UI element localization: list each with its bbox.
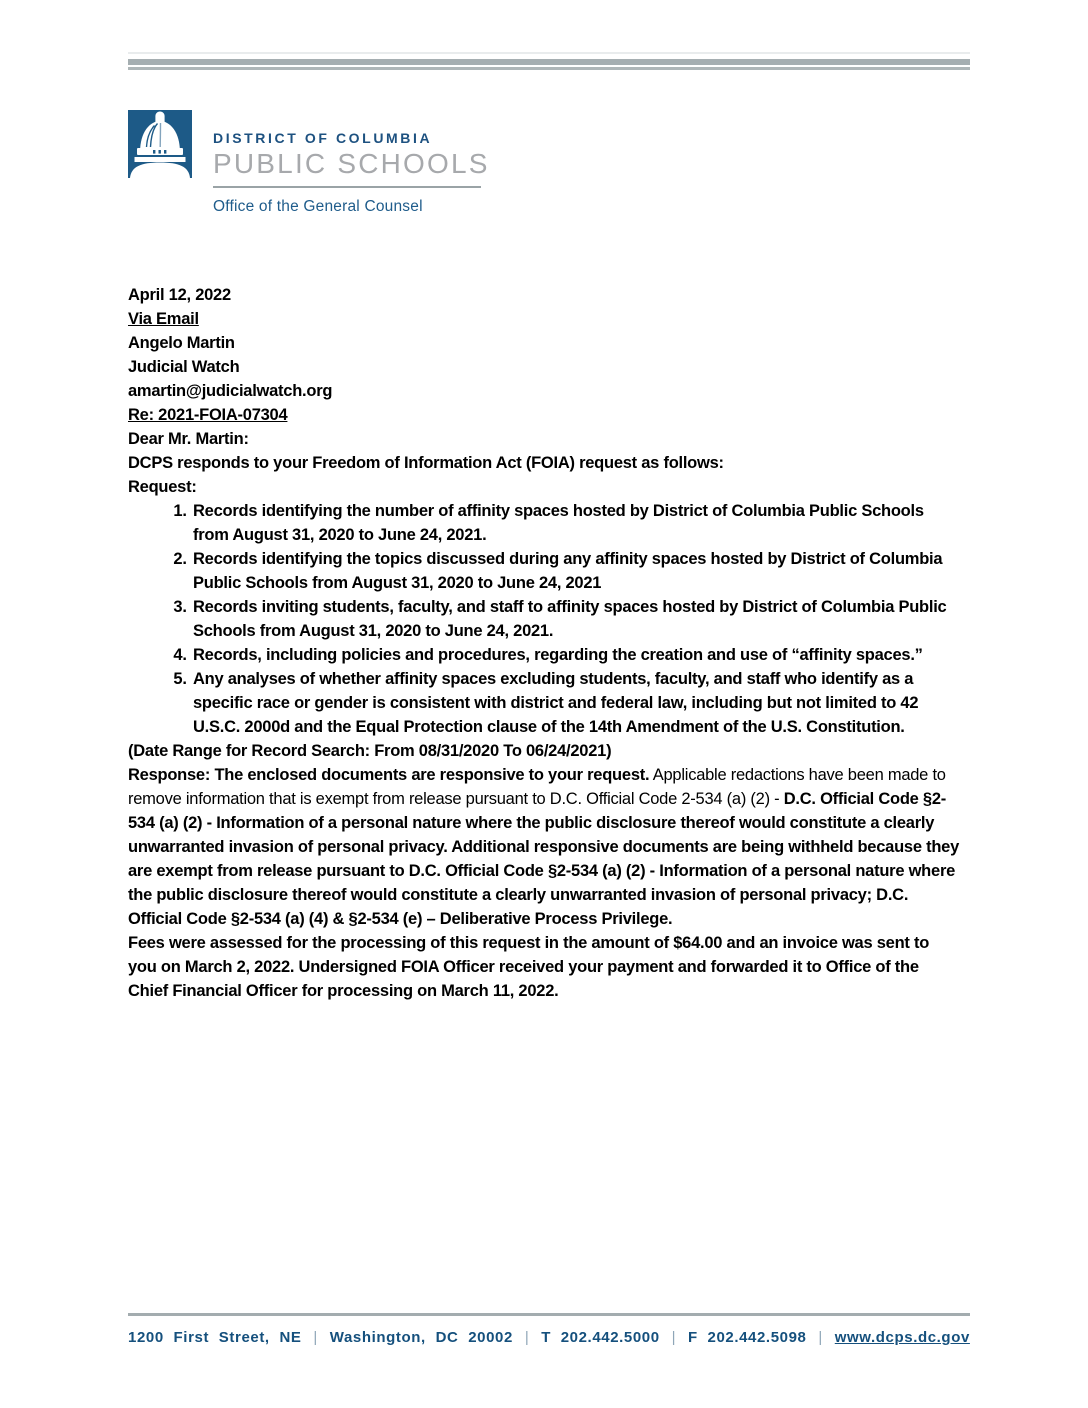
footer-phone: T 202.442.5000 xyxy=(541,1329,660,1346)
fees-paragraph: Fees were assessed for the processing of this request in the amount of $64.00 and an invoice was sent to you on March 2, 2022. Undersigned FOIA Officer received your payment and forwarded it to Office of the Chief Financial Officer for processing on March 11, 2022. xyxy=(128,934,930,1000)
request-list xyxy=(128,499,961,739)
date-range-note: (Date Range for Record Search: From 08/31/2020 To 06/24/2021) xyxy=(128,742,612,760)
footer-separator: | xyxy=(524,1329,530,1346)
footer-separator: | xyxy=(313,1329,318,1346)
letterhead-rule xyxy=(213,186,481,188)
recipient-name: Angelo Martin xyxy=(128,334,235,352)
request-item: 1. Records identifying the number of affinity spaces hosted by District of Columbia Public Schools from August 31, 2020 to June 24, 2021. xyxy=(191,499,961,547)
footer-separator: | xyxy=(671,1329,677,1346)
dcps-letterhead xyxy=(128,110,490,216)
org-name-line1: DISTRICT OF COLUMBIA xyxy=(213,130,433,146)
request-heading: Request: xyxy=(128,478,197,496)
footer-fax: F 202.442.5098 xyxy=(687,1329,807,1346)
letter-date: April 12, 2022 xyxy=(128,286,231,304)
request-item: 2. Records identifying the topics discussed during any affinity spaces hosted by District of Columbia Public Schools from August 31, 2020 to June 24, 2021 xyxy=(191,547,961,595)
response-bold-rest: D.C. Official Code §2-534 (a) (2) - Information of a personal nature where the public disclosure thereof would constitute a clearly unwarranted invasion of personal privacy. Additional responsive documents are being withheld because they are exempt from release pursuant to D.C. Official Code §2-534 (a) (2) - Information of a personal nature where the public disclosure thereof would constitute a clearly unwarranted invasion of personal privacy; D.C. Official Code §2-534 (a) (4) & §2-534 (e) – Deliberative Process Privilege. xyxy=(128,790,960,928)
footer-city: Washington, DC 20002 xyxy=(329,1329,513,1346)
capitol-dome-icon xyxy=(128,110,192,178)
recipient-email: amartin@judicialwatch.org xyxy=(128,382,333,400)
header-rule-thin xyxy=(128,67,970,70)
header-divider xyxy=(128,52,970,70)
response-regular-text: Applicable redactions have been made to remove information that is exempt from release pursuant to D.C. Official Code 2-534 (a) (2) - xyxy=(128,766,946,808)
header-rule-faint xyxy=(128,52,970,54)
office-name: Office of the General Counsel xyxy=(213,198,423,215)
footer-separator: | xyxy=(818,1329,823,1346)
response-label: Response: xyxy=(128,766,211,784)
request-item: 5. Any analyses of whether affinity spaces excluding students, faculty, and staff who identify as a specific race or gender is consistent with district and federal law, including but not limited to 42 U.S.C. 2000d and the Equal Protection clause of the 14th Amendment of the U.S. Constitution. xyxy=(191,667,961,739)
footer-website-link[interactable]: www.dcps.dc.gov xyxy=(834,1329,970,1346)
letter-footer xyxy=(128,1313,970,1346)
dcps-logo xyxy=(128,110,192,178)
salutation: Dear Mr. Martin: xyxy=(128,430,249,448)
re-line: Re: 2021-FOIA-07304 xyxy=(128,406,288,424)
letterhead-text xyxy=(213,110,490,216)
request-item: 4. Records, including policies and procedures, regarding the creation and use of “affinity spaces.” xyxy=(191,643,961,667)
request-item: 3. Records inviting students, faculty, and staff to affinity spaces hosted by District of Columbia Public Schools from August 31, 2020 to June 24, 2021. xyxy=(191,595,961,643)
delivery-method: Via Email xyxy=(128,310,199,328)
footer-rule xyxy=(128,1313,970,1316)
footer-address: 1200 First Street, NE xyxy=(128,1329,302,1346)
response-bold-intro: The enclosed documents are responsive to your request. xyxy=(210,766,650,784)
response-paragraph xyxy=(128,763,961,931)
footer-contact-line xyxy=(128,1329,970,1346)
recipient-org: Judicial Watch xyxy=(128,358,240,376)
intro-line: DCPS responds to your Freedom of Information Act (FOIA) request as follows: xyxy=(128,454,724,472)
header-rule-thick xyxy=(128,59,970,65)
letter-body xyxy=(128,283,961,1003)
org-name-line2: PUBLIC SCHOOLS xyxy=(213,148,490,179)
